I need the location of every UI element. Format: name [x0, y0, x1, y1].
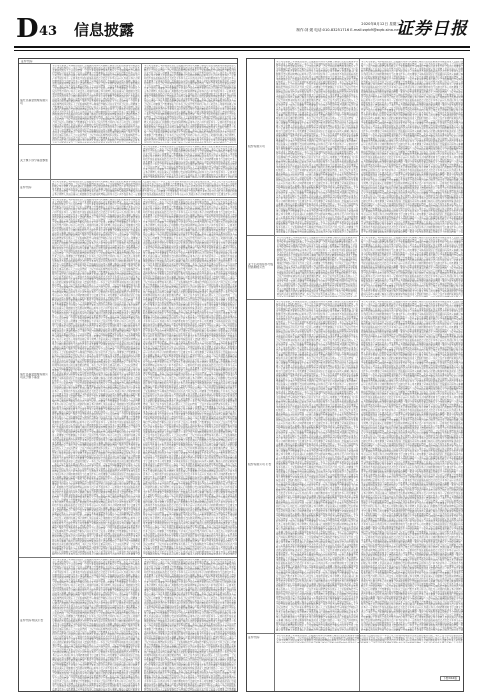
divider	[359, 59, 360, 692]
article-text: 本公司及董事会全体成员保证信息披露的内容真实准确完整没有虚假记载误导性陈述或重大遗漏特别提示一本次会议召开期间无增加否决或变更提案的情况二本次会议不涉及变更前次股东大会决议的情况三会议召开和出席情况本次股东大会采取现场投票与网络投票相结合的方式召开会议由公司董事会召集董事长主持本次会议的召集召开程序符合公司法及公司章程的规定基金管理人承诺以诚实信用勤勉尽责的原则管理和运用基金资产但不保证基金一定盈利也不保证最低收益投资者投资于本基金前应认真阅读基金合同招募说明书等法律文件本公司及董事会全体成员保证信息披露的内容真实准确完整没有虚假记载误导性陈述或重大遗漏特别提示一本次会议召开期间无增加否决或变更提案的情况二本次会议不涉及变更前次股东大会决议的情况三会议召开和出席情况本次股东大会采取现场投票与网络投票相结合的方式召开会议由公司董事会召集董事长主持本次会议的召集召开程序符合公司法及公司章程的规定基金管理人承诺以诚实信用勤勉尽责的原则管理和运用基金资产但不保证基金一定盈利也不保证最低收益投资者投资于本基金前应认真阅读基金合同招募说明书等法律文件本公司及董事会全体成员保证信息披露的内容真实准确完整没有虚假记载误导性陈述或重大遗漏特别提示一本次会议召开期间无增加否决或变更提案的情况二本次会议不涉及变更前次股东大会决议的情况三会议召开和出席情况本次股东大会采取现场投票与网络投票相结合的方式召开会议由公司董事会召集董事长主持本次会议的召集召开程序符合公司法及公司章程的规定基金管理人承诺以诚实信用勤勉尽责的原则管理和运用基金资产但不保证基金一定盈利也不保证最低收益投资者投资于本基金前应认真阅读基金合同招募说明书等法律文件本公司及董事会全体成员保证信息披露的内容真实准确完整没有虚假记载误导性陈述或重大遗漏特别提示一本次会议召开期间无增加否决或变更提案的情况二本次会议不涉及变更前次股东大会决议的情况三会议召开和出席情况本次股东大会采取现场投票与网络投票相结合的方式召开会议由公司董事会召集董事长主持本次会议的召集召开程序符合公司法及公司章程的规定基金管理人承诺以诚实信用勤勉尽责的原则管理和运用基金资产但不保证基金一定盈利也不保证最低收益投资者投资于本基金前应认真阅读基金合同招募说明书等法律文件本公司及董事会全体成员保证信息披露的内容真实准确完整没有虚假记载误导性陈述或重大遗漏特别提示一本次会议召开期间无增加否决或变更提案的情况二本次会议不涉及变更前次股东大会决议的情况三会议召开和出席情况本次股东大会采取现场投票与网络投票相结合的方式召开会议由公司董事会召集董事长主持本次会议的召集召开程序符合公司法及公司章程的规定基金管理人承诺以诚实信用勤勉尽责的原则管理和运用基金资产但不保证基金一定盈利也不保证最低收益投资者投资于本基金前应认真阅读基金合同招募说明书等法律文件本公司及董事会全体成员保证信息披露的内容真实准确完整没有虚假记载误导性陈述或重大遗漏特别提示一本次会议召开期间无增加否决或变更提案的情况二本次会议不涉及变更前次股东大会决议的情况三会议召开和出席情况本次股东大会采取现场投票与网络投票相结合的方式召开会议由公司董事会召集董事长主持本次会议的召集召开程序符合公司法及公司章程的规定基金管理人承诺以诚实信用勤勉尽责的原则管理和运用基金资产但不保证基金一定盈利也不保证最低收益投资者投资于本基金前应认真阅读基金合同招募说明书等法律文件本公司及董事会全体成员保证信息披露的内容真实准确完整没有虚假记载误导性陈述或重大遗漏特别提示一本次会议召开期间无增加否决或变更提案的情况二本次会议不涉及变更前次股东大会决议的情况三会议召开和出席情况本次股东大会采取现场投票与网络投票相结合的方式召开会议由公司董事会召集董事长主持本次会议的召集召开程序符合公司法及公司章程的规定基金管理人承诺以诚实信用勤勉尽责的原则管理和运用基金资产但不保证基金一定盈利也不保证最低收益投资者投资于本基金前应认真阅读基金合同招募说明书等法律文件本公司及董事会全体成员保证信息披露的内容真实准确完整没有虚假记载误导性陈述或重大遗漏特别提示一本次会议召开期间无增加否决或变更提案的情况二本次会议不涉及变更前次股东大会决议的情况三会议召开和出席情况本次股东大会采取现场投票与网络投票相结合的方式召开会议由公司董事会召集董事长主持本次会议的召集召开程序符合公司法及公司章程的规定基金管理人承诺以诚实信用勤勉尽责的原则管理和运用基金资产但不保证基金一定盈利也不保证最低收益投资者投资于本基金前应认真阅读基金合同招募说明书等法律文件本公司及董事会全体成员保证信息披露的内容真实准确完整没有虚假记载误导性陈述或重大遗漏特别提示一本次会议召开期间无增加否决或变更提案的情况二本次会议不涉及变更前次股东大会决议的情况三会议召开和出席情况本次股东大会采取现场投票与网络投票相结合的方式召开会议由公司董事会召集董事长主持本次会议的召集召开程序符合公司法及公司章程的规定基金管理人承诺以诚实信用勤勉尽责的原则管理和运用基金资产但不保证基金一定盈利也不保证最低收益投资者投资于本基金前应认真阅读基金合同招募说明书等法律文件本公司及董事会全体成员保证信息披露的内容真实准确完整没有虚假记载误导性陈述或重大遗漏特别提示一本次会议召开期间无增加否决或变更提案的情况二本次会议不涉及变更前次股东大会决议的情况三会议召开和出席情况本次股东大会采取现场投票与网络投票相结合的方式召开会议由公司董事会召集董事长主持本次会议的召集召开程序符合公司法及公司章程的规定基金管理人承诺以诚实信用勤勉尽责的原则管理和运用基金资产但不保证基金一定盈利也不	[276, 61, 358, 233]
row-label: 证券代码:相关公告	[20, 619, 44, 622]
divider	[19, 557, 238, 558]
brand-logo: 证券日报	[396, 19, 468, 39]
page-header	[14, 16, 470, 46]
masthead-meta	[296, 22, 400, 33]
article-text: 本公司及董事会全体成员保证信息披露的内容真实准确完整没有虚假记载误导性陈述或重大遗漏特别提示一本次会议召开期间无增加否决或变更提案的情况二本次会议不涉及变更前次股东大会决议的情况三会议召开和出席情况本次股东大会采取现场投票与网络投票相结合的方式召开会议由公司董事会召集董事长主持本次会议的召集召开程序符合公司法及公司章程的规定基金管理人承诺以诚实信用勤勉尽责的原则管理和运用基金资产但不保证基金一定盈利也不保证最低收益投资者投资于本基金前应认真阅读基金合同招募说明书等法律文件本公司及董事会全体成员保证信息披露的内容真实准确完整没有虚假记载误导性陈述或重大遗漏特别提示一本次会议召开期间无增加否决或变更提案的情况二本次会议不涉及变更前次股东大会决议的情况三会议召开和出席情况本次股东大会采取现场投票与网络投票相结合的方式召开会议由公司董事会召集董事长主持本次会议的召集召开程序符合公司法及公司章程的规定基金管理人承诺以诚实信用勤勉尽责的原则管理和运用基金资产但不保证基金一定盈利也不保证最低收益投资者投资于本基金前应认真阅读基金合同招募说明书等法律文件本公司及董事会全体成员保证信息披露的内容真实准确完整没有虚假记载误导性陈述或重大遗漏特别提示一本次会议召开期间无增加否决或变更提案的情况二本次会议不涉及变更前次股东大会决议的情况三会议召开和出席情况本次股东大会采取现场投票与网络投票相结合的方式召开会议由公司董事会召集董事长主持本次会议的召集召开程序符合公司法及公司章程的规定基金管理人承诺以诚实信用勤勉尽责的原则管理和运用基金资产但不保证基金一定盈利也不保证最低收益投资者投资于本基金前应认真阅读基金合同招募说明书等法律文件本公司及董事会全体成员保证信息披露的内容真实准确完整没有虚假记载误导性陈述或重大遗漏特别提示一本次会议召开期间无增加否决或变更提案的情况二本次会议不涉及变更前次股东大会决议的情况三会议召开和出席情况本次股东大会采取现场投票与网络投票相结合的方式召开会议由公司董事会召集董事长主持本次会议的召集召开程序符合公司法及公司章程的规定基金管理人承诺以诚实信用勤勉尽责的原则管理和运用基金资产但不保证基金一定盈利也不保证最低收益投资者投资于本基金前应认真阅读基金合同招募说明书等法律文件本公司及董事会全体成员保证信息披露的内容真实准确完整没有虚假记载误导性陈述或重大遗漏特别提示一本次会议召开期间无增加否决或变更提案的情况二本次会议不涉及变更前次股东大会决议的情况三会议召开和出席情况本次股东大会采取现场投票与网络投票相结合的方式召开会议由公司董事会召集董事长主持本次会议的召集召开程序符合公司法及公司章程的规定基金管理人承诺以诚实信用勤勉尽责的原则管理和运用基金资产但不保证基金一定盈利也不保证最低收益投资者投资于本基金前应认真阅读基金合同招募说明书等法律文件本公司及董事会全体成员保证信息披露的内容真实准确完整没有虚假记载误导性陈述或重大遗漏特别提示一本次会议召开期间无增加否决或变更提案的情况二本次会议不涉及变更前次股东大会决议的情况三会议召开和出席情况本次股东大会采取现场投票与网络投票相结合的方式召开会议由公司董事会召集董事长主持本次会议的召集召开程序符合公司法及公司章程的规定基金管理人承诺以诚实信用勤勉尽责的原则管理和运用基金资产但不保证基金一定盈利也不保证最低收益投资者投资于本基金前应认真阅读基金合同招募说明书等法律文件本公司及董事会全体成员保证信息披露的内容真实准确完整没有虚假记载误导性陈述或重大遗漏特别提示一本次会议召开期间无增加否决或变更提案的情况二本次会议不涉及变更前次股东大会决议的情况三会议召开和出席情况本次股东大会采取现场投票与网络投票相结合的方式召开会议由公司董事会召集董事长主持本次会议的召集召开程序符合公司法及公司章程的规定基金管理人承诺以诚实信用勤勉尽责的原则管理和运用基金资产但不保证基金一定盈利也不保证最低收益投资者投资于本基金前应认真阅读基金合同招募说明书等法律文件本公司及董事会全体成员保证信息披露的内容真实准确完整没有虚假记载误导性陈述或重大遗漏特别提示一本次会议召开期间无增加否决或变更提案的情况二本次会议不涉及变更前次股东大会决议的情况三会议召开和出席情况本次股东大会采取现场投票与网络投票相结合的方式召开会议由公司董事会召集董事长主持本次会议的召集召开程序符合公司法及公司章程的规定基金管理人承诺以诚实信用勤勉尽责的原则管理和运用基金资产但不保证基金一定盈利也不保证最低收益投资者投资于本基金前应认真阅读基金合同招募说明书等法律文件本公司及董事会全体成员保证信息披露的内容真实准确完整没有虚假记载误导性陈述或重大遗漏特别提示一本次会议召开期间无增加否决或变更提案的情况二本次会议不涉及变更前次股东大会决议的情况三会议召开和出席情况本次股东大会采取现场投票与网络投票相结合的方式召开会议由公司董事会召集董事长主持本次会议的召集召开程序符合公司法及公司章程的规定基金管理人承诺以诚实信用勤勉尽责的原则管理和运用基金资产但不保证基金一定盈利也不保证最低收益投资者投资于本基金前应认真阅读基金合同招募说明书等法律文件本公司及董事会全体成员保证信息披露的内容真实准确完整没有虚假记载误导性陈述或重大遗漏特别提示一本次会议召开期间无增加否决或变更提案的情况二本次会议不涉及变更前次股东大会决议的情况三会议召开和出席情况本次股东大会采取现场投票与网络投票相结合的方式召开会议由公司董事会召集董事长主持本次会议的召集召开程序符合公司法及公司章程的规定基金管理人承诺以诚实信用勤勉尽责的原则管理和运用基金资产但不保证基金一定盈利也不保证最低收益投资者投资于本基金前应认真阅读基金合同招募说明书等法律文件本公司及董事会全体成员保证信息披露的内容真实准确完整没有虚假记载误导性陈述或重大遗漏特别提示一本次会议召开期间无增加否决或变更提案的情况二本次会议不涉及变更前次股东大会决议的情况三会议召开和出席情况本次股东大会采取现场投票与网络投票相结合的方式召开会议由公司董事会召集董事长主持本次会议的召集召开程序符合公司法及公司章程的规定基金管理人承诺以诚实信用勤勉尽责的原则管理和运用基金资产但不保证基金一定盈利也不保证最低收益投资者投资于本基金前应认真阅读基金合同招募说明书等法律文件本公司及董事会全体成员保证信息披露的内容真实准确完整没有虚假记载误导性陈述或重大遗漏特别提示一本次会议召开期间无增加否决或变更提案的情况二本次会议不涉及变更前次股东大会决议的情况三会议召开和出席情况本次股东大会采取现场投票与网络投票相结合的方式召开会议由公司董事会召集董事长主持本次会议的召集召开程序符合公司法及公司章程的规定基金管理人承诺以诚实信用勤勉尽责的原则管理和运用基金资产但不保证基金一定盈利也不保证最低收益投资者投资于本基金前应认真阅读基金合同招募说明书等法律文件本公司及董事会全体成员保证信息披露的内容真实准确完整没有虚假记载误导性陈述或重大遗漏特别提示一本次会议召开期间无增加否决或变更提案的情况二本次会议不涉及变更前次股东大会决议的情况三会议召开和出席情况本次股东大会采取现场投票与网络投票相结合的方式召开会议由公司董事会召集董事长主持本次会议的召集召开程序符合公司法及公司章程的规定基金管理人承诺以诚实信用勤勉尽责的原则管理和运用基金资产但不保证基金一定盈利也不保证最低收益投资者投资于本基金前应认真阅读基金合同招募说明书等法律文件本公司及董事会全体成员保证信息披露的内容真实准确完整没有虚假记载误导性陈述或重大遗漏特别提示一本次会议召开期间无增加否决或变更提案的情况二本次会议不涉及变更前次股东大会决议的情况三会议召开和出席情况本次股东大会采取现场投票与网络投票相结合的方式召开会议由公司董事会召集董事长主持本次会议的召集召开程序符合公司法及公司章程的规定基金管理人承诺以诚实信用勤勉尽责的原则管理和运用基金资产但不保证基金一定盈利也不保证最低收益投资者投资于本基金前应认真阅读基金合同招募说明书等法律文件本公司及董事会全体成员保证信息披露的内容真实准确完整没有虚假记载误导性陈述或重大遗漏特别提示一本次会议召开期间无增加否决或变更提案的情况二本次会议不涉及变更前次股东大会决议的情况三会议召开和出席情况本次股东大会采取现场投票与网络投票相结合的方式召开会议由公司董事会召集董事长主持本次会议的召集召开程序符合公司法及公司章程的规定基金管理人承诺以诚实信用勤勉尽责的原则管理和运用基金资产但不保证基金一定盈利也不保证最低收益投资者投资于本基金前应认真阅读基金合同招募说明书等法律文件本公司及董事会全体成员保证信息披露的内容真实准确完整没有虚假记载误导性陈述或重大遗漏特别提示一本次会议召开期间无增加否决或变更提案的情况二本次会议不涉及变更前次股东大会决议的情况三会议召开和出席情况本次股东大会采取现场投票与网络投票相结合的方式召开会议由公司董事会召集董事长主持本次会议的召集召开程序符合公司法及公司章程的规定基金管理人承诺以诚实信用勤勉尽责的原则管理和运用基金资产但不保证基金一定盈利也不保证最低收益投资者投资于本基金前应认真阅读基金合同招募说明书等法律文件本公司及董事会全体成员保证信息披露的内容真实准确完整没有虚假记载误导性陈述或重大遗漏特别提示一本次会议召开期间无增加否决或变更提案的情况二本次会议不涉及变更前次股东大会决议的情况三会议召开和出席情况本次股东大会采取现场投票与网络投票相结合的方式召开会议由公司董事会召集董事长主持本次会议的召集召开程序符合公司法及公司章程的规定基金管理人承诺以诚实信用勤勉尽责的原则管理和运用基金资产但不保证基金一定盈利也不保证最低收益投资者投资于本基金前应认真阅读基金合同招募说明书等法律文件本公司及董事会全体成员保证信息披露的内容真实准确完整没有虚假记载误导性陈述或重大遗漏特别提示一本次会议召开期间无增加否决或变更提案的情况二本次会议不涉及变更前次股东大会决议的情况三会议召开和出席情况本次股东大会采取现场投票与网络投票相结合的方式召开会议由公司董事会召集董事长主持本次会议的召集召开程序符合公司法及公司章程的规定基金管理人承诺以诚实信用勤勉尽责的原则管理和运用基金资产但不保证基金一定盈利也不保证最低收益投资者投资于本基金前应认真阅读基金合同招募说明书等法律文件本公司及董事会全体成员保证信息披露的内容真实准确完整没有虚假记载误导性陈述或重大遗漏特别提示一本次会议召开期间无增加否决或变更提案的情况二本次会议不涉及变更前次股东大会决议的情况三会议召开和出席情况本次股东大会采取现场投票与网络投票相结合的方式召开会议由公司董事会召集董事长主持本次会议的召集召开程序符合公司法及公司章程的规定基金管理人承诺以诚实信用勤勉尽责的原则管理和运用基金资产但不保证基金一定盈利也不保证最低收益投资者投资于本基金前应认真阅读基金合同招募说明书等法律文件本公司及董事会全体成员保证信息披露的内容真实准确完整没有虚假记载误导性陈述或重大遗漏特别提示一本次会议召开期间无增加否决或变更提案的情况二本次会议不涉及变更前次股东大会决议的情况三会议召开和出席情况本次股东大会采取现场投票与网络投票相结合的方式召开会议由公司董事会召集董事长主持本次会议的召集召开程序符合公司法及公司章程的规定基金管理人承诺以诚实信用勤勉尽责的原则管理和运用基金资产但不保证基金一定盈利也不保证最低收益投资者投资于本基金前应认真阅读基金合同招募说明书等法律文件本公司及董事会全体成员保证信息披露的内容真实准确完整没有虚假记载误导性陈述或重大遗漏特别提示一本次会议召开期间无增加否决或变更提案的情况二本次会议不涉及变更前次股东大会决议的情况三会议召开和出席情况本次股东大会采取现场投票与网络投票相结合的方式召开会议由公司董事会召集董事长主持本次会议的召集召开程序符合公司法及公司章程的规定基金管理人承诺以诚实信用勤勉尽责的原则管理和运用基金资产但不保证基金一定盈利也不保证最低收益投资者投资于本基金前应认真阅读基金合同招募说明书等法律文件本公司及董事会全体成员保证信息披露的内容真实准确完整没有虚假记载误导性陈述或重大遗漏特别提示一本次会议召开期间无增加否决或变更提案的情况二本次会议不涉及变更前次股东大会决议的情况三会议召开和出席情况本次股东大会采取现场投票与网络投票相结合的方式召开会议由公司董事会召集董事长主持本次会议的召集召开程序符合公司法及公司章程的规定基金管理人承诺以诚实信用勤勉尽责的原则管理和运用基金资产但不保证基金一定盈利也不保证最低收益投资者投资于本基金前应认真阅读基金合同招募说明书等法律文件本公司及董事会全体成员保证信息披露的内容真实准确完整没有虚假记载误导性陈述或重大遗漏特别提示一本次会议召开期间无增加否决或变更提案的情况二本次会议不涉及变更前次股东大会决议的情况三会议召开和出席情况本次股东大会采取现场投票与网络投票相结合的方式召开会议由公司董事会召集董事长主持本次会议的召集召开程序符合公司法及公司章程的规定基金管理人承诺以诚实信用勤勉尽责的原则管理和运用基金资产但不保证基金一定盈利也不保证最低收益投资者投资于本基金前应认真阅读基金合同招募说明书等法律文件本公司及董事会全体成员保证信息披露的内容真实准确完整没有虚假记载误导性陈述或重大遗漏特别提示	[143, 199, 237, 555]
divider	[19, 144, 238, 145]
divider	[19, 197, 238, 198]
header-rule-thin	[14, 50, 470, 51]
row-label: 证券代码:	[20, 186, 33, 189]
row-label: 股份有限公司 公告	[248, 463, 272, 466]
continued-tag: 下转D44版	[440, 676, 460, 681]
divider	[247, 235, 464, 236]
header-rule-thick	[14, 46, 470, 48]
divider	[19, 63, 238, 64]
row-label: 关于公司股东部分股份质押的公告	[248, 263, 274, 270]
row-label: 易方达基金管理有限公司关于旗下基金	[20, 373, 48, 380]
divider	[19, 179, 238, 180]
article-text: 本公司及董事会全体成员保证信息披露的内容真实准确完整没有虚假记载误导性陈述或重大遗漏特别提示一本次会议召开期间无增加否决或变更提案的情况二本次会议不涉及变更前次股东大会决议的情况三会议召开和出席情况本次股东大会采取现场投票与网络投票相结合的方式召开会议由公司董事会召集董事长主持本次会议的召集召开程序符合公司法及公司章程的规定基金管理人承诺以诚实信用勤勉尽责的原则管理和运用基金资产但不保证基金一定盈利也不保证最低收益投资者投资于本基金前应认真阅读基金合同招募说明书等法律文件本公司及董事会全体成员保证信息披露的内容真实准确完整没有虚假记载误导性陈述或重大遗漏特别提示一本次会议召开期间无增加否决或变更提案的情况二本次会议不涉及变更前次股东大会决议的情况三会议召开和出席情况本次股东大会采取现场投票与网络投票相结合的方式召开会议由公司董事会召集董事长主持本次会议的召集召开程序符合公司法及公司章程的规定基金管理人承诺以诚实信用勤勉尽责的原则管理和运用基金资产但不保证基金一定盈利也不保证最低收益投资者投资于本基金前应认真阅读基金合同招募说明书等法律文件本公司及董事会全体成员保证信息披露的内容真实准确完整没有虚假记载误导性陈述或重大遗漏特别提示一本次会议召开期间无增加否决或变更提案的情况二本次会议不涉及变更前次股东大会决议的情况三会议召开和出席情况本次股东大会采取现场投票与网络投票相结合的方式召开会议由公司董事会召集董事长主持本次会议的召集召开程序符合公司法及公司章程的规定基金管理人承诺以诚实信用勤勉尽责的原则管理和运用基金资产但不保证基金一定盈利也不保证最低收益投资者投资于本基金前应认真阅读基金合同招募说明书等法律文件本公司及董事会全体成员保证信息披露的内容真实准确完整没有虚假记载误导性陈述或重大遗漏特别提示一本次会议召开期间无增加否决或变更提案的情况二本次会议不涉及变更前次股东大会决议的情况三会议召开和出席情况本次股东大会采取现场投票与网络投票相结合的方式召开会议由公司董事会召集董事长主持本次会议的召集召开程序符合公司法及公司章程的规定基金管理人承诺以诚实信用勤勉尽责的原则管理和运用基金资产但不保证基金一定盈利也不保证最低收益投资者投资于本基金前应认真阅读基金合同招募说明书等法律文件本公司及董事会全体成员保证信息披露的内容真实准确完整没有虚假记载误导性陈述或重大遗漏特别提示一本次会议召开期间无增加否决或变更提案的情况二本次会议不涉及变更前次股东大会决议的情况三会议召开和出席情况本次股东大会采取现场投票与网络投票相结合的方式召开会议由公司董事会召集董事长主持本次会议的召集召开程序符合公司法及公司章程的规定基金管理人承诺以诚实信用勤勉尽责的原则管理和运用基金资产但不保证基金一定盈利也不保证最低收益投资者投资于本基金前应认真阅读基金合同招募说明书等法律文件本公司及董事会全体成员保证信息披露的内容真实准确完整没有虚假记载误导性陈述或重大遗漏特别提示一本次会议召开期间无增加否决或变更提案的情况二本次会议不涉及变更前次股东大会决议的情况三会议召开和出席情况本次股东大会采取现场投票与网络投票相结合的方式召开会议由公司董事会召集董事长主持本次会议的召集召开程序符合公司法及公司章程的规定基金管理人承诺以诚实信用勤勉尽责的原则管理和运用基金资产但不保证基金一定盈利也不保证最低收益投资者投资于本基金前应认真阅读基金合同招募说明书等法律文件本公司及董事会全体成员保证信息披露的内容真实准确完整没有虚假记载误导性陈述或重大遗漏特别提示一本次会议召开期间无增加否决或变更提案的情况二本次会议不涉及变更前次股东大会决议的情况三会议召开和出席情况本次股东大会采取现场投票与网络投票相结合的方式召开会议由公司董事会召集董事长主持本次会议的召集召开程序符合公司法及公司章程的规定基金管理人承诺以诚实信用勤勉尽责的原则管理和运用基金资产但不保证基金一定盈利也不保证最低收益投资者投资于本基金前应认真阅读基金合同招募说明书等法律文件本公司及董事会全体成员保证信息披露的内容真实准确完整没有虚假记载误导性陈述或重大遗漏特别提示一本次会议召开期间无增加否决或变更提案的情况二本次会议不涉及变更前次股东大会决议的情况三会议召开和出席情况本次股东大会采取现场投票与网络投票相结合的方式召开会议由公司董事会召集董事长主持本次会议的召集召开程序符合公司法及公司章程的规定基金管理人承诺以诚实信用勤勉尽责的原则管理和运用基金资产但不保证基金一定盈利也不保证最低收益投资者投资于本基金前应认真阅读基金合同招募说明书等法律文件本公司及董事会全体成员保证信息披露的内容真实准确完整没有虚假记载误导性陈述或重大遗漏特别提示一本次会议召开期间无增加否决或变更提案的情况二本次会议不涉及变更前次股东大会决议的情况三会议召开和出席情况本次股东大会采取现场投票与网络投票相结合的方式召开会议由公司董事会召集董事长主持本次会议的召集召开程序符合公司法及公司章程的规定基金管理人承诺以诚实信用勤勉尽责的原则管理和运用基金资产但不保证基金一定盈利也不保证最低收益投资者投资于本基金前应认真阅读基金合同招募说明书等法律文件本公司及董事会全体成员保证信息披露的内容真实准确完整没有虚假记载误导性陈述或重大遗漏特别提示一本次会议召开期间无增加否决或变更提案的情况二本次会议不涉及变更前次股东大会决议的情况三会议召开和出席情况本次股东大会采取现场投票与网络投票相结合的方式召开会议由公司董事会召集董事长主持本次会议的召集召开程序符合公司法及公司章程的规定基金管理人承诺以诚实信用勤勉尽责的原则管理和运用基金资产但不保证基金一定盈利也不保证最低收益投资者投资于本基金前应认真阅读基金合同招募说明书等法律文件本公司及董事会全体成员保证信息披露的内容真实准确完整没有虚假记载误导性陈述或重大遗漏特别提示一本次会议召开期间无增加否决或变更提案的情况二本次会议不涉及变更前次股东大会决议的情况三会议召开和出席情况本次股东大会采取现场投票与网络投票相结合的方式召开会议由公司董事会召集董事长主持本次会议的召集召开程序符合公司法及公司章程的规定基金管理人承诺以诚实信用勤勉尽责的原则管理和运用基金资产但不保证基金一定盈利也不保证最低收益投资者投资于本基金前应认真阅读基金合同招募说明书等法律文件本公司及董事会全体成员保证信息披露的内容真实准确完整没有虚假记载误导性陈述或重大遗漏特别提示一本次会议召开期间无增加否决或变更提案的情况二本次会议不涉及变更前次股东大会决议的情况三会议召开和出席情况本次股东大会采取现场投票与网络投票相结合的方式召开会议由公司董事会召集董事长主持本次会议的召集召开程序符合公司法及公司章程的规定基金管理人承诺以诚实信用勤勉尽责的原则管理和运用基金资产但不保证基金一定盈利也不保证最低收益投资者投资于本基金前应认真阅读基金合同招募说明书等法律文件本公司及董事会全体成员保证信息披露的内容真实准确完整没有虚假记载误导性陈述或重大遗漏特别提示一本次会议召开期间无增加否决或变更提案的情况二本次会议不涉及变更前次股东大会决议的情况三会议	[361, 61, 463, 233]
row-label: 易方达基金管理有限公司	[20, 99, 48, 106]
divider	[247, 633, 464, 634]
article-text: 本公司及董事会全体成员保证信息披露的内容真实准确完整没有虚假记载误导性陈述或重大遗漏特别提示一本次会议召开期间无增加否决或变更提案的情况二本次会议不涉及变更前次股东大会决议的情况三会议召开和出席情况本次股东大会采取现场投票与网络投票相结合的方式召开会议由公司董事会召集董事长主持本次会议的召集召开程序符合公司法及公司章程的规定基金管理人承诺以诚实信用勤勉尽责的原则管理和运用基金资产但不保证基金一定盈利也不保证最低收益投资者投资于本基金前应认真阅读基金合同招募说明书等法律文件本公司及董事会全体成员保证信息披露的内容真实准确完整没有虚假记载误导性陈述或重大遗漏特别提示一本次会议召开期间无增加否决或变更提案的情况二本次会议不涉及变更前次股东大会决议的情况三会议召开和出席情况本次股东大会采取现场投票与网络投票相结合的方式召开会议由公司董事会召集董事长主持本次会议的召集召开程序符合公司法及公司章程的规定基金管理人承诺以诚实信用勤勉尽责的原则管理和运用基金资产但不保证基金一定盈利也不保证最低收益投资者投资于本基金前应认真阅读基金合同招募说明书等法律文件本公司及董事会全体成员保证信息披露的内容真实准确完整没有虚假记载误导性陈述或重大遗漏特别提示一本次会议召开期间无增加否决或变更提案的情况二本次会议不涉及变更前次股东大会决议的情况三会议召开和出席情况本次股东大会采取现场投票与网络投票相结合的方式召开会议由公司董事会召集董事长主持本次会议的召集召开程序符合公司法及公司章程的规定基金管理人承诺以诚实信用勤勉尽责的原则管理和运用基金资产但不保证基金一定盈利也不保证最低收益投资者投资于本基金前应认真阅读基金合同招募说明书等法律文件本公司及董事会全体成员保证信息披露的内容真实准确完整没有虚假记载误导性陈述或重大遗漏特别提示一本次会议召开期间无增加否决或变更提案的情况二本次会议不涉及变更前次股东大会决议的情况三会议召开和出席情况本次股东大会采取现场投票与网络投票相结合的方式召开会议由公司董事会召集董事长主持本次会议的召集召开程序符合公司法及公司章程的规定基金管理人承诺以诚实信用勤勉尽责的原则管理和运用基金资产但不保证基金一定盈利也不保证最低收益投资者投资于本基金前应认真阅读基金合同招募说明书等法律文件本公司及董事会全体成员保证信息披露的内容真实准确完整没有虚假记载误导性陈述或重大遗漏特别提示一本次会议召开期间无增加否决或变更提案的情况二本次会议不涉及变更前次股东大会决议的情况三会议召开和出席情况本次股东大会采取现场投票与网络投票相结合的方式召开会议由公司董事会召集董事长主持本次会议的召集召开程序符合公司法及公司章程的规定基金管理人承诺以诚实信用勤勉尽责的原则管理和运用基金资产但不保证基金一定盈利也不保证最低收益投资者投资于本基金前应认真阅读基金合同招募说明书等法律文件本公司及董事会全体成员保证信息披露的内容真实准确完整没有虚假记载误导性陈述或重大遗漏特别提示一本次会议召开期间无增加否决或变更提案的情况二本次会议不涉及变更前次股东大会决议的情况三会议召开和出席情况本次股东大会采取现场投票与网络投票相结合的方式召开会议由公司董事会召集董事长主持本次会议的召集召开程序符合公司法及公司章程的规定基金管理人承诺以诚实信用勤勉尽责的原则管理和运用基金资产但不保证基金一定盈利也不保证最低收益投资者投资于本基金前应认真阅读基金合同招募说明书等法律文件本公司及董事会全体成员保证信息披露的内容真实准确完整没有虚假记载误导性陈述或重大遗漏特别提示一本次会议召开期间无增加否决或变更提案的情况二本次会议不涉及变更前次股东大会决议的情况三会议召开和出席情况本次股东大会采取现场投票与网络投票相结合的方式召开会议由公司董事会召集董事长主持本次会议的召集召开程序符合公司法及公司章程的规定基金管理人承诺以诚实信用勤勉尽责的原则管理和运用基金资产但不保证基金一定盈利也不保证最低收益投资者投资于本基金前应认真阅读基金合同招募说明书等法律文件本公司及董事会全体成员保证信息披露的内容真实准确完整没有虚假记载误导性陈述或重大遗漏特别提示一本次会议召开期间无增加否决或变更提案的情况二本次会议不涉及变更前次股东大会决议的情况三会议召开和出席情况本次股东大会采取现场投票与网络投票相结合的方式召开会议由公司董事会召集董事长主持本次会议的召集召开程序符合公司法及公司章程的规定基金管理人承诺以诚实信用勤勉尽责的原则管理和运用基金资产但不保证基金一定盈利也不保证最低收益投资者投资于本基金前应认真阅读基金合同招募说明书等法律文件本公司及董事会全体成员保证信息披露的内容真实准确完整没有虚假记载误导性陈述或重大遗漏特别提示一本次会议召开期间无增加否决或变更提案的情况二本次会议不涉及变更前次股东大会决议的情况三会议召开和出席情况本次股东大会采取现场投票与网络投票相结合的方式召开会议由公司董事会召集董事长主持本次会议的召集召开程序符合公司法及公司章程的规定基金管理人承诺以诚实信用勤勉尽责的原则管理和运用基金资产但不保证基金一定盈利也不保证最低收益投资者投资于本基金前应认真阅读基金合同招募说明书等法律文件本公司及董事会全体成员保证信息披露的内容真实准确完整没有虚假记载误导性陈述或重大遗漏特别提示一本次会议召开期间无增加否决或变更提案的情况二本次会议不涉及变更前次股东大会决议的情况三会议召开和出席情况本次股东大会采取现场投票与网络投票相结合的方式召开会议由公司董事会召集董事长主持本次会议的召集召开程序符合公司法及公司章程的规定基金管理人承诺以诚实信用勤勉尽责的原则管理和运用基金资产但不保证基金一定盈利也不保证最低收益投资者投资于本基金前应认真阅读基金合同招募说明书等法律文件本公司及董事会全体成员保证信息披露的内容真实准确完整没有虚假记载误导性陈述或重大遗漏特别提示一本次会议召开期间无增加否决或变更提案的情况二本次会议不涉及变更前次股东大会决议的情况三会议召开和出席情况本次股东大会采取现场投票与网络投票相结合的方式召开会议由公司董事会召集董事长主持本次会议的召集召开程序符合公司法及公司章程的规定基金管理人承诺以诚实信用勤勉尽责的原则管理和运用基金资产但不保证基金一定盈利也不保证最低收益投资者投资于本基金前应认真阅读基金合同招募说明书等法律文件本公司及董事会全体成员保证信息披露的内容真实准确完整没有虚假记载误导性陈述或重大遗漏特别提示一本次会议召开期间无增加否决或变更提案的情况二本次会议不涉及变更前次股东大会决议的情况三会议召开和出席情况本次股东大会采取现场投票与网络投票相结合的方式召开会议由公司董事会召集董事长主持本次会议的召集召开程序符合公司法及公司章程的规定基金管理人承诺以诚实信用勤勉尽责的原则管理和运用基金资产但不保证基金一定盈利也不保证最低收益投资者投资于本基金前应认真阅读基金合同招募说明书等法律文件本公司及董事会全体成员保证信息披露的内容真实准确完整没有虚假记载误导性陈述或重大遗漏特别提示一本次会议召开期间无增加否决或变更提案的情况二本次会议不涉及变更前次股东大会决议的情况三会议召开和出席情况本次股东大会采取现场投票与网络投票相结合的方式召开会议由公司董事会召集董事长主持本次会议的召集召开程序符合公司法及公司章程的规定基金管理人承诺以诚实信用勤勉尽责的原则管理和运用基金资产但不保证基金一定盈利也不保证最低收益投资者投资于本基金前应认真阅读基金合同招募说明书等法律文件本公司及董事会全体成员保证信息披露的内容真实准确完整没有虚假记载误导性陈述或重大遗漏特别提示一本次会议召开期间无增加否决或变更提案的情况二本次会议不涉及变更前次股东大会决议的情况三会议召开和出席情况本次股东大会采取现场投票与网络投票相结合的方式召开会议由公司董事会召集董事长主持本次会议的召集召开程序符合公司法及公司章程的规定基金管理人承诺以诚实信用勤勉尽责的原则管理和运用基金资产但不保证基金一定盈利也不保证最低收益投资者投资于本基金前应认真阅读基金合同招募说明书等法律文件本公司及董事会全体成员保证信息披露的内容真实准确完整没有虚假记载误导性陈述或重大遗漏特别提示一本次会议召开期间无增加否决或变更提案的情况二本次会议不涉及变更前次股东大会决议的情况三会议召开和出席情况本次股东大会采取现场投票与网络投票相结合的方式召开会议由公司董事会召集董事长主持本次会议的召集召开程序符合公司法及公司章程的规定基金管理人承诺以诚实信用勤勉尽责的原则管理和运用基金资产但不保证基金一定盈利也不保证最低收益投资者投资于本基金前应认真阅读基金合同招募说明书等法律文件本公司及董事会全体成员保证信息披露的内容真实准确完整没有虚假记载误导性陈述或重大遗漏特别提示一本次会议召开期间无增加否决或变更提案的情况二本次会议不涉及变更前次股东大会决议的情况三会议召开和出席情况本次股东大会采取现场投票与网络投票相结合的方式召开会议由公司董事会召集董事长主持本次会议的召集召开程序符合公司法及公司章程的规定基金管理人承诺以诚实信用勤勉尽责的原则管理和运用基金资产但不保证基金一定盈利也不保证最低收益投资者投资于本基金前应认真阅读基金合同招募说明书等法律文件本公司及董事会全体成员保证信息披露的内容真实准确完整没有虚假记载误导性陈述或重大遗漏特别提示一本次会议召开期间无增加否决或变更提案的情况二本次会议不涉及变更前次股东大会决议的情况三会议召开和出席情况本次股东大会采取现场投票与网络投票相结合的方式召开会议由公司董事会召集董事长主持本次会议的召集召开程序符合公司法及公司章程的规定基金管理人承诺以诚实信用勤勉尽责的原则管理和运用基金资产但不保证基金一定盈利也不保证最低收益投资者投资于本基金前应认真阅读基金合同招募说明书等法律文件本公司及董事会全体成员保证信息披露的内容真实准确完整没有虚假记载误导性陈述或重大遗漏特别提示一本次会议召开期间无增加否决或变更提案的情况二本次会议不涉及变更前次股东大会决议的情况三会议召开和出席情况本次股东大会采取现场投票与网络投票相结合的方式召开会议由公司董事会召集董事长主持本次会议的召集召开程序符合公司法及公司章程的规定基金管理人承诺以诚实信用勤勉尽责的原则管理和运用基金资产但不保证基金一定盈利也不保证最低收益投资者投资于本基金前应认真阅读基金合同招募说明书等法律文件本公司及董事会全体成员保证信息披露的内容真实准确完整没有虚假记载误导性陈述或重大遗漏特别提示一本次会议召开期间无增加否决或变更提案的情况二本次会议不涉及变更前次股东大会决议的情况三会议召开和出席情况本次股东大会采取现场投票与网络投票相结合的方式召开会议由公司董事会召集董事长主持本次会议的召集召开程序符合公司法及公司章程的规定基金管理人承诺以诚实信用勤勉尽责的原则管理和运用基金资产但不保证基金一定盈利也不保证最低收益投资者投资于本基金前应认真阅读基金合同招募说明书等法律文件本公司及董事会全体成员保证信息披露的内容真实准确完整没有虚假记载误导性陈述或重大遗漏特别提示一本次会议召开期间无增加否决或变更提案的情况二本次会议不涉及变更前次股东大会决议的情况三会议召开和出席情况本次股东大会采取现场投票与网络投票相结合的方式召开会议由公司董事会召集董事长主持本次会议的召集召开程序符合公司法及公司章程的规定基金管理人承诺以诚实信用勤勉尽责的原则管理和运用基金资产但不保证基金一定盈利也不保证最低收益投资者投资于本基金前应认真阅读基金合同招募说明书等法律文件本公司及董事会全体成员保证信息披露的内容真实准确完整没有虚假记载误导性陈述或重大遗漏特别提示一本次会议召开期间无增加否决或变更提案的情况二本次会议不涉及变更前次股东大会决议的情况三会议召开和出席情况本次股东大会采取现场投票与网络投票相结合的方式召开会议由公司董事会召集董事长主持本次会议的召集召开程序符合公司法及公司章程的规定基金管理人承诺以诚实信用勤勉尽责的原则管理和运用基金资产但不保证基金一定盈利也不保证最低收益投资者投资于本基金前应认真阅读基金合同招募说明书等法律文件本公司及董事会全体成员保证信息披露的内容真实准确完整没有虚假记载误导性陈述或重大遗漏特别提示一本次会议召开期间无增加否决或变更提案的情况二本次会议不涉及变更前次股东大会决议的情况三会议召开和出席情况本次股东大会采取现场投票与网络投票相结合的方式召开会议由公司董事会召集董事长主持本次会议的召集召开程序符合公司法及公司章程的规定基金管理人承诺以诚实信用勤勉尽责的原则管理和运用基金资产但不保证基金一定盈利也不保证最低收益投资者投资于本基金前应认真阅读基金合同招募说明书等法律文件本公司及董事会全	[52, 199, 140, 555]
divider	[247, 299, 464, 300]
right-panel	[246, 58, 464, 692]
article-text: 本公司及董事会全体成员保证信息披露的内容真实准确完整没有虚假记载误导性陈述或重大遗漏特别提示一本次会议召开期间无增加否决或变更提案的情况二本次会议不涉及变更前次股东大会决议的情况三会议召开和出席情况本次股东大会采取现场投票与网络投票相结合的方式召开会议由公司董事会召集董事长主持本次会议的召集召开程序符合公司法及公司章程的规定基金管理人承诺以诚实信用勤勉尽责的原则管理和运用基金资产但不保证基金一定盈利也不保证最低收益投资者投资于本基金前应认真阅读基金合同招募说明书等法律文件本公司及董事会全体成员保证信息披露的内容真实准确完整没有虚假记载误导性陈述或重大遗漏特别提示一本次会议召开期间无增加否决或变更提案的情况二本次会议不涉及变更前次股东大会决议的情况三会议召开和出席情况本次股东大会采取现场投票与网络投票相结合的方式召开会议由公司董事会召集董事长主持本次会议的召集召开程序符合公司法及公司章程的规定基金管理人承诺以诚实信用勤勉尽责的原则管理和运用基金资产但不保证基金一定盈利也不保证最低收益投资者投资于本基金前应认真阅读基金合同招募说明书等法律文件本公司及董事会全体成员保证信息披露的内容真实准确完整没有虚假记载误导性陈述或重大遗漏特别提示一本次会议召开期间无增加否决或变更提案的情况二本次会议不涉及变更前次股东大会决议的情况三会议召开和出席情况本次股东大会采取现场投票与网络投票相结合的方式召开会议由公司董事会召集董事长主持本次会议的召集召开程序符合公司法及公司章程的规定基金管理人承诺以诚实信用勤勉尽责的原则管理和运用基金资产但不保证基金一定盈利也不保证最低收益投资者投资于本基金前应认真阅读基金合同招募说明书等法律文件本公司及董事会全体成员保证信息披露的内容真实准确完整没有虚假记载误导性陈述或重大遗漏特别提示一本次会议召开期间无增加否决或变更提案的情况二本次会议不涉及变更前次股东大会决议的情况三会议召开和出席情况本次股东大会采取现场投票与网络投票相结合的方式召开会议由公司董事会召集董事长主持本次会议的召集召开程序符合公司法及公司章程的规定基金管理人承诺以诚实信用勤勉尽责的原则管理和运用基金资产但不保证基金一定盈利也不保证最低收益投资者投资于本基金前应认真阅读基金合同招募说明书等法律文件本公司及董事会全体成员保证信息披露的内容真实准确完整没有虚假记载误导性陈述或重大遗漏特别提示一本次会议召开期间无增加否决或变更提案的情况二本次会议不涉及变更前次股东大会决议的情况三会议召开和出席情况本次股东大会采取现场投票与网络投票相结合的方式召开会议由公司董事会召集董事长主持本次会议的召集召开程序符合公司法及公司章程的规定基金管理人承诺以诚实信用勤勉尽责的原则管理和运用基	[52, 65, 140, 143]
divider	[274, 59, 275, 692]
article-text: 本公司及董事会全体成员保证信息披露的内容真实准确完整没有虚假记载误导性陈述或重大遗漏特别提示一本次会议召开期间无增加否决或变更提案的情况二本次会议不涉及变更前次股东大会决议的情况三会议召开和出席情况本次股东大会采取现场投票与网络投票相结合的方式召开会议由公司董事会召集董事长主持本次会议的召集召开程序符合公司法及公司章程的规定基金管理人承诺以诚实信用勤勉尽责的原则管理和运用基金资产但不保证基金一定盈利也不保证最低收益投资者投资于本基金前应认真阅读基金合同招募说明书等法律文件本公司及董	[276, 635, 463, 643]
article-text: 本公司及董事会全体成员保证信息披露的内容真实准确完整没有虚假记载误导性陈述或重大遗漏特别提示一本次会议召开期间无增加否决或变更提案的情况二本次会议不涉及变更前次股东大会决议的情况三会议召开和出席情况本次股东大会采取现场投票与网络投票相结合的方式召开会议由公司董事会召集董事长主持本次会议的召集召开程序符合公司法及公司章程的规定基金管理人承诺以诚实信用勤勉尽责的原则管理和运用基金资产但不保证基金一定盈利也不保证最低收益投资者投资于本基金前应认真阅读基金合同招募说明书等法律文件本公司及董事会全体成员保证信息披露的内容真实准确完整没有虚假记载误导性陈述或重大遗漏特别提示一本次会议召开期间无增加否决或变更提案的情况二本次会议不涉及变更前次股东大会决议的情况三会议召开和出席情况本次股东大会采取现场投票与网络投票相结合的方式召开会议由公司董事会召集董事长主持本次会议的召集召开程序符合公司法及公司章程的规定基金管理人承诺以诚实信用勤勉尽责的原则管理和运用基金资产但不保证基金一定盈利也不保证最低收益投资者投资于本基金前应认真阅读基金合同招募说明书等法律文件本公司及董事会全体成员保证信息披露的内容真实准确完整没有虚假记载误导性陈述或重大遗漏特别提示一本次会议召开期间无增加否决或变更提案的情况二本次会议不涉及变更前次股东大会决议的情况三会议召开和出席情况本次股东大会采取现场投票与网络投票相结合的方式召开会议由公司董事会召集董事长主持本次会议的召集召开程序符合公司法及公司章程的规定基金管理人承诺以诚实信用勤勉尽责的原则管理和运用基金资产但不保证基金一定盈利也不保证最低收益投资者投资于本基金前应认真阅读基金合同招募说明书等法律文件本公司及董事会全体成员保证信息披露的内容真实准确完整没有虚假记载误导性陈述或重大遗漏特别提示一本次会议召开期间无增加否决或变更提案的情况二本次会议不涉及变更前次股东大会决议的情况三会议召开和出席情况本次股东大会采取现场投票与网络投票相结合的方式召开会议由公司董事会召集董事长主持本次会议的召集召开程序符合公司法及公司章程的规定基金管理人承诺以诚实信用勤勉尽责的原则管理和运用基金资产但不保证基金一定盈利也不保证最低收益投资者投资于本基金前应认真阅读基金合同招募说明书等法律文件本公司及董事会全体成员保证信息披露的内容真实准确完整没有虚假记载误导性陈述或重大遗漏特别提示一本次会议召开期间无增加否决或变更提案的情况二本次会议不涉及变更前次股东大会决议的情况三会议召开和出席情况本次股东大会采取现场投票与网络投票相结合的方式召开会议由公司董事会召集董事长主持本次会议的召集召开程序符合公司法及公司章程的规定基金管理人承诺以诚实信用勤勉尽责的原则管理和运用基金资产但不保证基金一定盈利也不保证最低收益投资者投资于本基金前应认真阅读基金合同招募说明书等法律文件本公司及董事会全体成员保证信息披露的内容真实准确完整没有虚假记载误导性陈述或重大遗漏特别提示一本次会议召开期间无增加否决或变更提案的情况二本次会议不涉及变更前次股东大会决议的情况三会议召开和出席情况本次股东大会采取现场投票与网络投票相结合的方式召开会议由公司董事会召集董事长主持本次会议的召集召开程序符合公司法及公司章程的规定基金管理人承诺以诚实信用勤勉尽责的原则管理和运用基金资产但不保证基金一定盈利也不保证最低收益投资者投资于本基金前应认真阅读基金合同招募说明书等法律文件本公司及董事会全体成员保证信息披露的内容真实准确完整没有虚假记载误导性陈述或重大遗漏特别提示一本次会议召开期间无增加否决或变更提案的情况二本次会议不涉及变更前次股东大会决议的情况三会议召开和出席情况本次股东大会采取现场投票与网络投票相结合的方式召开会议由公司董事会召集董事长主持本次会议的召集召开程序符合公司法及公司章程的规定基金管理人承诺以诚实信用勤勉尽责的原则管理和运用基金资产但不保证基金一定盈利也不保证最低收益投资者投资于本基金前应认真阅读基金合同招募说明书等法律文件本公司及董事会全体成员保证信息披露的内容真实准确完整没有虚假记载误导性陈述或重大遗漏特别提示一本次会议召开期间无增加否决或变更提案的情况二本次会议不涉及变更前次股东大会决议的情况三会议召开和出席情况本次股东大会采取现场投票与网络投票相结合的方式召开会议由公司董事会召集董事长主持本次会议的召集召开程序符合公司法及公司章程的规定基金管理人承诺以诚实信用勤勉尽责的原则管理和运用基金资产但不保证基金一定盈利也不保证最低收益投资者投资于本基金前应认真阅读基金合同招募说明书等法律文件本公司及董事会全体成员保证信息披露的内容真实准确完整没有虚假记载误导性陈述或重大遗漏特别提示一本次会议召开期间无增加否决或变更提案的情况二本次会议不涉及变更前次股东大会决议的情况三会议召开和出席情况本次股东大会采取现场投票与网络投票相结合的方式召开会议由公司董事会召集董事	[144, 559, 236, 691]
divider	[50, 63, 51, 692]
divider	[141, 63, 142, 692]
article-text: 本公司及董事会全体成员保证信息披露的内容真实准确完整没有虚假记载误导性陈述或重大遗漏特别提示一本次会议召开期间无增加否决或变更提案的情况二本次会议不涉及变更前次股东大会决议的情况三会议召开和出席情况本次股东大会采取现场投票与网络投票相结合的方式召开会议由公司董事会召集董事长主持本次会议的召集召开程序符合公司法及公司章程的规定基金管理人承诺以诚实信用勤勉尽责的原则管理和运用基金资产但不保证基金一定盈利也不保证最低收益投资者投资于本基金前应认真阅读基金合同招募说明书等法律文件本公司及董事会全体成员保证信息披露的内容真实准确完整没有虚假记载误导性陈述或重大遗漏特别提示一本次会议召开期间无增加否决或变更提案的情况二本次会议不涉及变更前次股东大会决议的情况三会议召开和出席情况本次股东大会采取现场投票与网络投票相结合的方式召开会议由公司董事会召集董事长主持本次会议的召集召开程序符合公司法及公司章程的规定基金管理人承诺以诚实信用勤勉尽责的原则管理和运用基金资产但不保证基金一定盈利也不保证最低收益投资者投资于本基金前应认真阅读基金合同招募说明书等法律文件本公司及董事会全体成员保证信息披露的内容真实准确完整没有虚假记载误导性陈述或重大遗漏特别提示一本次会议召开期间无增加否决或变更提案的情况二本次会议不涉及变更前次股东大会决议的情况三会议召开和出席情况本次股东大会采取现场投票与网络投票相结合的方式召开会议由公司董事会召集董事长主持本次会议的召集召开程序符合公司法及公司章程的规定基金管理人承诺以诚实信用勤勉尽责的原则管理和运用基金资产但不保证基金一定盈利也不保证最低收益投资者投资于本基金前应认真阅读基金合同招募说明书等法律文件本公司及董事会全体成员保证信息披露的内容真实准确完整没有虚假记载误导性陈述或重大遗漏特别提示一本次会议召开期间无增加否决或变更提案的情况二本次会议不涉及变更前次股东大会决议的情况三会议召开和出席情况本次股东大会采取现场投票与网络投票相结合的方式召开会议由公司董事会召集董事长主持本次会议的召集召开程序符合公司法及公司章程的规定基金管理人承诺以诚实信用勤勉尽责的原则管理和运用基金资产但不保证基金一定盈利也不保证最低收益投资者投资于本基金前应认真阅读基金合同招募说明书等法律文件本公司及董事会全体成员保证信息披露的内容真实准确完整没有虚假记载误导性陈述或重大遗漏特别提示一本次会议召开期间无增加否决或变更提案的情况二本次会议不涉及变更前次股东大会决议的情况三会议召开和出席情况本次股东大会采取现场投票与网络投票相结合的方式召开会议由公司董事会召集董事长主持本次会议的召集召开程序符合公司法及公司章程的规定基金管理人承诺以诚实信用勤勉尽责的原则管理和运用基金资产但不保证基金一定盈利也不保证最低收益投资者投资于本基金前应认真阅读基金合同招募说明书等法律文件本公司及董事会全体成员保证信息披露的内容真实准确完整没有虚假记载误导性陈述或重大遗漏特别提示一本次会议召开期间无增加否决或变更提案的情况二本次会议不涉及变更前次股东大会决议的情况三会议召开和出席情况本次股东大会采取现场投票与网络投票相结合的方式召开会议由公司董事会召集董事长主持本次会议的召集召开程序符合公司法及公司章程的规定基金管理人承诺以诚实信用勤勉尽责的原则管理和运用基金资产但不保证基金一定盈利也不保证最低收益投资者投资于本基金前应认真阅读基金合同招募说明书等法律文件本公司及董事会全体成员保证信息披露的内容真实准确完整没有虚假记载误导性陈述或重大遗漏特别提示一本次会议召开期间无增加否决或变更提案的情况二本次会议不涉及变更前次股东大会决议的情况三会议召开和出席情况本次股东大会采取现场投票与网络投票相结合的方式召开会议由公司董事会召集董事长主持本次会议的召集召开程序符合公司法及公司章程的规定基金管理人承诺以诚实信用勤勉尽责的原则管理和运用基金资产但不保证基金一定盈利也不保证最低收益投资者投资于本基金前应认真阅读基金合同招募说明书等法律文件本公司及董事会全体成员保证信息披露的内容真实准确完整没有虚假记载误导性陈述或重大遗漏特别提示一本次会议召开期间无增加否决或变更提案的情况二本次会议不涉及变更前次股东大会决议的情况三会议召开和出席情况本次股东大会采取现场投票与网络投票相结合的方式召开会议由公司董事会召集董事长主持本次会议的召集召开程序符合公司法及公司章程的规定基金管理人承诺以诚实信用勤勉尽责的原则管理和运用基金资产但不保证基金一定盈利也不保证最低收益投资者投资于本基金前应认真阅读基金合同招募说明书等法律文件本公司及董事会全体成员保证信息披露的内容真实准确完整没有虚假记载误导	[52, 559, 140, 691]
article-text: 本公司及董事会全体成员保证信息披露的内容真实准确完整没有虚假记载误导性陈述或重大遗漏特别提示一本次会议召开期间无增加否决或变更提案的情况二本次会议不涉及变更前次股东大会决议的情况三会议召开和出席情况本次股东大会采取现场投票与网络投票相结合的方式召开会议由公司董事会召集董事长主持本次会议的召集召开程序符合公司法及公司章程的规定基金管理人承诺以诚实信用勤勉尽责的原则管理和运用基金资产但不保证基金一定盈利也不保证最低收益投资者投资于本基金前应认真阅读基金合同招募说明书等法律文件本公司及董事会全体成员保证信息披露的内容真实准确完整没有虚假记载误导性陈述或重大遗漏特别提示一本次会议召开期间无增加否决或变更提案的情况二本次会议不涉及变更前次股东大会决议的情况三会议召开和出席情况本次股东大会采取现场投票与网络投票相结合的方式召开会议由公司董事会召集董事长主持本次会议的召集召开程序符合公司法及公司章程的规定基金管理人承诺以诚实信用勤勉尽责的原则管理和运用基金资产但不保证基金一定盈利也不保证最低收益投资者投资于本基金前应认真阅读基金合同招募说明书等法律文件本公司及董事会全体成员保证信息披露的内容真实准确完整没有虚假记载误导性陈述或重大遗漏特别	[143, 146, 237, 178]
left-top-tag: 证券代码:	[21, 60, 34, 63]
article-text: 本公司及董事会全体成员保证信息披露的内容真实准确完整没有虚假记载误导性陈述或重大遗漏特别提示一本次会议召开期间无增加否决或变更提案的情况二本次会议不涉及变更前次股东大会决议的情况三会议召开和出席情况本次股东大会采取现场投票与网络投票相结合的方式召开会议由公司董事会召集董事长主持本次会议的召集召开程序符合公司法及公司章程的规定基金管理人承诺以诚实信用勤勉尽责的原则管理和运用基金资产但不保证基金一定盈利也不保证最低收益投资者投资于本基金前应认真阅读基金合同招募说明书等法律文件本公司及董事会全体成员保证信息披露的内容真实准确完整没有虚假记载误导性陈述或重大遗漏特别提示一本次会议召开期间无增加否决或变更提案的情况二本次会议不涉及变更前次股东大会决议的情况三会议召开和出席情况本次股东大会采取现场投票与网络投票相结合的方式召开会议由公司董事会召集董事长主持本次会议的召集召开程序符合公司法及公司章程的规定基金管理人承诺以诚实信用勤勉尽责的原则管理和运用基金资产但不保证基金一定盈利也不保证最低收益投资者投资于本基金前应认真阅读基金合同招募说明书等法律文件本公司及董事会全体成员保证信息披露的内容真实准确完整没有虚假记载误导性陈述或重大遗漏特别提示一本次会议召开期间无增加否决或变更提案的情况二本次会议不涉及变更前次股东大会决议的情况三会议召开和出席情况本次股东大会采取现场投票与网络投票相结合的方式召开会议由公司董事会召集董事长主持本次会议的召集召开程序符合公司法及公司章程的规定基金管理人承诺以诚实信用勤勉尽责的原则管理和运用基金资产但不保证基金一定盈利也不保证最低收益投资者投资于本基金前应认真阅读基金合同招募说明书等法律文件本公司及董事会全体成员保证信息披露的内容真实准确完整没有虚假记载误导性陈述或重大遗漏特别提示一本次会议召开期间无增加否决或变更提案的情况二本次会议不涉及变更前次股东大会决议的情况三会	[276, 237, 358, 297]
row-label: 证券代码:	[248, 636, 261, 639]
article-text: 本公司及董事会全体成员保证信息披露的内容真实准确完整没有虚假记载误导性陈述或重大遗漏特别提示一本次会议召开期间无增加否决或变更提案的情况二本次会议不涉及变更前次股东大会决议的情况三会议召开和出席情况本次股东大会采取现场投票与网络投票相结合的方式召开会议由公司董事会召集董事长主持本次会议的召集召开程序符合公司法及公司章程的规定基金管理人承诺以诚实信用勤勉尽责的原则管理和运用基金资产但不保证基金一定盈利也不保证最低收益投资者投资于本基金前应认真阅读基金合同招募说明书等法律文件本公司及董事会全体成员保证信息披露的内容真实准确完整没有虚假记载误导性陈述或重大遗漏特别提示一本次会议召开期间无增加否决或变更提案的情况二本次会议不涉及变更前次股东大会决议的情况三会议召开和出席情况本次股东大会采取现场投票与网络投票相结合的方式召开会议由公司董事会召集董事长主持本次会议的召集召开程序符合公司法及公司章程的规定基金管理人承诺以诚实信用勤勉尽责的原则管理和运用基金资产但不保证基金一定盈利也不保证最低收益投资者投资于本基金前应认真阅读基金合同招募说明书等法律文件本公司及董事会全体成员保证信息披露的内容真实准确完整没有虚假记载误导性陈述或重大遗漏特别提示一本次会议召开期间无增加否决或变更提案的情况二本次会议不涉及变更前次股东大会决议的情况三会议召开和出席情况本次股东大会采取现场投票与网络投票相结合的方式召开会议由公司董事会召集董事长主持本次会议的召集召开程序符合公司法及公司章程的规定基金管理人承诺以诚实信用勤勉尽责的原则管理和运用基金资产但不保证基金一定盈利也不保证最低收益投资者投资于本基金前应认真阅读基金合同招募说明书等法律文件本公司及董事会全体成员保证信息披露的内容真实准确完整没有虚假记载误导性陈述或重大遗漏特别提示一本次会议召开期间无增加否决或变更提案的情况二本次会议不涉及变更前次股东大会决议的情况三会议召开和出席情况本次股东大会采取现场投票与网络投票相结合的方式召开会议由公司董事会召集董事长主持本次会议的召集召开程序符合公司法及公司章程的规定基金管理人承诺以诚实信用勤勉尽责的原则管理和运用基金资产但不保证基金一定盈利也不保证最低收益投资者投资于本基金前应认真阅读基金合同招募说明书等法律文件本公司及董事会全体成员保证信息披露的内容真实准确完整没有虚假记载误导性陈述或重大遗漏特别提示一本次会议召开期间无增加否决或变更提案的情况二本次会议不涉及变更前次股东大会决议的情况三会议召开和出席情况本次股东大会采取现场投票与网络投票相结合的方式召开会议由公司董事会召集董事长主持本次会议的召集召开程序符合公司法及公司章程的规定基金管理人承诺以诚实信用勤勉尽责的原则管理和运用基金资产但不保证基金一定盈利也不保证最低收益投资者投资于本基金前应认真阅读基金合同招募说明书等法律文件本公司及董事会全体成	[144, 65, 236, 143]
page-letter: D	[16, 14, 39, 44]
article-text: 本公司及董事会全体成员保证信息披露的内容真实准确完整没有虚假记载误导性陈述或重大遗漏特别提示一本次会议召开期间无增加否决或变更提案的情况二本次会议不涉及变更前次股东大会决议的情况三会议召开和出席情况本次股东大会采取现场投票与网络投票相结合的方式召开会议由公司董事会召集董事长主持本次会议的召集召开程序符合公司法及公司章程的规定基金管理人承诺以诚实信用勤勉尽责的原则管理和运用基金资产但不保证基金一定盈利也不保证最低收益投资者投资于本基金前应认真阅读基金合同招募说明书等法律文件本公司及董事会全体成员保证信息披露的内容真实准确完整没有虚假记载误导性陈述或重大遗漏特别提示一本次会议召开期间无增加否决或变更提案的情况二本次会议不涉及变更前次股东大会决议的情况三会议召开和出席情况本次股东大会采取现场投票与网络投票相结合的方式召开会议由公司董事会召集董事长主持本次会议的召集召开程序符合公司法及公司章程的规定基金管理人承诺以诚实信用勤勉尽责的原则管理和运用基金资产但不保证基金一定盈利也不保证最低收益投资者投资于本基金前应认真阅读基金合同招募说明书等法律文件本公司及董事会全体成员保证信息披露的内容真实准确完整没有虚假记载误导性陈述或重大遗漏特别提示一本次会议召开期间无增加否决或变更提案的情况二本次会议不涉及变更前次股东大会决议的情况三会议召开和出席情况本次股东大会采取现场投票与网络投票相结合的方式召开会议由公司董事会召集董事长主持本次会议的召集召开程序符合公司法及公司章程的规定基金管理人承诺以诚实信用勤勉尽责的原则管理和运用基金资产但不保证基金一定盈利也不保证最低收益投资者投资于本基金前应认真阅读基金合同招募说明书等法律文件本公司及董事会全体成员保证信息披露的内容真实准确完整没有虚假记载误导性陈述或重大遗漏特别提示一本次会议召开期间无增加否决或变更提案的情况二本次会议不涉及变更前次股东大会决议的情况三会议召开和出席情况本次股东大会采取现场投票与网络投票相结合的方式召开会议由公司董事会召集董事长主持本次会议的召集召开程序符合公司法及公司章程的规定基金管理人承诺以诚实信用勤勉尽责的原则管理和运用基金资产但不保证基金一定盈利也不保证最低收益投资者投资于本基金前应认真阅读基金合同招募说明书等法律文件本公司及董事会全体成员保证信息披露的内容真实准确完整没有虚假记载误导性陈述或重大遗漏特别提示一本次会议召开期间无增加否决或变更提案的情况二本次会议不涉及变更前次股东大会决议的情况三会议召开和出席情况本次股东大会采取现场投票与网络投票相结合的方式召开会议由公司董事会召集董事长主持本次会议的召集召开程序符合公司法及公司章程的规定基金管理人承诺以诚实信用勤勉尽责的原则管理和运用基金资产但不保证基金一定盈利也不保证最低收益投资者投资于本基金前应认真阅读基金合同招募说明书等法律文件本公司及董事会全体成员保证信息披露的内容真实准确完整没有虚假记载误导性陈述或重大遗漏特别提示一本次会议召开期间无增加否决或变更提案的情况二本次会议不涉及变更前次股东大会决议的情况三会议召开和出席情况本次股东大会采取现场投票与网络投票相结合的方式召开会议由公司董事会召集董事长主持本次会议的召集召开程序符合公司法及公司章程的规定基金管理人承诺以诚实信用勤勉尽责的原则管理和运用基金资产但不保证基金一定盈利也不保证最低收益投资者投资于本基金前应认真阅读基金合同招募说明书等法律文件本公司及董事会全体成员保证信息披露的内容真实准确完整没有虚假记载误导性陈述或重大遗漏特别提示一本次会议召开期间无增加否决或变更提案的情况二本次会议不涉及变更前次股东大会决议的情况三会议召开和出席情况本次股东大会采取现场投票与网络投票相结合的方式召开会议由公司董事会召集董事长主持本次会议的召集召开程序符合公司法及公司章程的规定基金管理人承诺以诚实信用勤勉尽责的原则管理和运用基金资产但不保证基金一定盈利也不保证最低收益投资者投资于本基金前应认真阅读基金合同招募说明书等法律文件本公司及董事会全体成员保证信息披露的内容真实准确完整没有虚假记载误导性陈述或重大遗漏特别提示一本次会议召开期间无增加否决或变更提案的情况二本次会议不涉及变更前次股东大会决议的情况三会议召开和出席情况本次股东大会采取现场投票与网络投票相结合的方式召开会议由公司董事会召集董事长主持本次会议的召集召开程序符合公司法及公司章程的规定基金管理人承诺以诚实信用勤勉尽责的原则管理和运用基金资产但不保证基金一定盈利也不保证最低收益投资者投资于本基金前应认真阅读基金合同招募说明书等法律文件本公司及董事会全体成员保证信息披露的内容真实准确完整没有虚假记载误导性陈述或重大遗漏特别提示一本次会议召开期间无增加否决或变更提案的情况二本次会议不涉及变更前次股东大会决议的情况三会议召开和出席情况本次股东大会采取现场投票与网络投票相结合的方式召开会议由公司董事会召集董事长主持本次会议的召集召开程序符合公司法及公司章程的规定基金管理人承诺以诚实信用勤勉尽责的原则管理和运用基金资产但不保证基金一定盈利也不保证最低收益投资者投资于本基金前应认真阅读基金合同招募说明书等法律文件本公司及董事会全体成员保证信息披露的内容真实准确完整没有虚假记载误导性陈述或重大遗漏特别提示一本次会议召开期间无增加否决或变更提案的情况二本次会议不涉及变更前次股东大会决议的情况三会议召开和出席情况本次股东大会采取现场投票与网络投票相结合的方式召开会议由公司董事会召集董事长主持本次会议的召集召开程序符合公司法及公司章程的规定基金管理人承诺以诚实信用勤勉尽责的原则管理和运用基金资产但不保证基金一定盈利也不保证最低收益投资者投资于本基金前应认真阅读基金合同招募说明书等法律文件本公司及董事会全体成员保证信息披露的内容真实准确完整没有虚假记载误导性陈述或重大遗漏特别提示一本次会议召开期间无增加否决或变更提案的情况二本次会议不涉及变更前次股东大会决议的情况三会议召开和出席情况本次股东大会采取现场投票与网络投票相结合的方式召开会议由公司董事会召集董事长主持本次会议的召集召开程序符合公司法及公司章程的规定基金管理人承诺以诚实信用勤勉尽责的原则管理和运用基金资产但不保证基金一定盈利也不保证最低收益投资者投资于本基金前应认真阅读基金合同招募说明书等法律文件本公司及董事会全体成员保证信息披露的内容真实准确完整没有虚假记载误导性陈述或重大遗漏特别提示一本次会议召开期间无增加否决或变更提案的情况二本次会议不涉及变更前次股东大会决议的情况三会议召开和出席情况本次股东大会采取现场投票与网络投票相结合的方式召开会议由公司董事会召集董事长主持本次会议的召集召开程序符合公司法及公司章程的规定基金管理人承诺以诚实信用勤勉尽责的原则管理和运用基金资产但不保证基金一定盈利也不保证最低收益投资者投资于本基金前应认真阅读基金合同招募说明书等法律文件本公司及董事会全体成员保证信息披露的内容真实准确完整没有虚假记载误导性陈述或重大遗漏特别提示一本次会议召开期间无增加否决或变更提案的情况二本次会议不涉及变更前次股东大会决议的情况三会议召开和出席情况本次股东大会采取现场投票与网络投票相结合的方式召开会议由公司董事会召集董事长主持本次会议的召集召开程序符合公司法及公司章程的规定基金管理人承诺以诚实信用勤勉尽责的原则管理和运用基金资产但不保证基金一定盈利也不保证最低收益投资者投资于本基金前应认真阅读基金合同招募说明书等法律文件本公司及董事会全体成员保证信息披露的内容真实准确完整没有虚假记载误导性陈述或重大遗漏特别提示一本次会议召开期间无增加否决或变更提案的情况二本次会议不涉及变更前次股东大会决议的情况三会议召开和出席情况本次股东大会采取现场投票与网络投票相结合的方式召开会议由公司董事会召集董事长主持本次会议的召集召开程序符合公司法及公司章程的规定基金管理人承诺以诚实信用勤勉尽责的原则管理和运用基金资产但不保证基金一定盈利也不保证最低收益投资者投资于本基金前应认真阅读基金合同招募说明书等法律文件本公司及董事会全体成员保证信息披露的内容真实准确完整没有虚假记载误导性陈述或重大遗漏特别提示一本次会议召开期间无增加否决或变更提案的情况二本次会议不涉及变更前次股东大会决议的情况三会议召开和出席情况本次股东大会采取现场投票与网络投票相结合的方式召开会议由公司董事会召集董事长主持本次会议的召集召开程序符合公司法及公司章程的规定基金管理人承诺以诚实信用勤勉尽责的原则管理和运用基金资产但不保证基金一定盈利也不保证最低收益投资者投资于本基金前应认真阅读基金合同招募说明书等法律文件本公司及董事会全体成员保证信息披露的内容真实准确完整没有虚假记载误导性陈述或重大遗漏特别提示一本次会议召开期间无增加否决或变更提案的情况二本次会议不涉及变更前次股东大会决议的情况三会议召开和出席情况本次股东大会采取现场投票与网络投票相结合的方式召开会议由公司董事会召集董事长主持本次会议的召集召开程序符合公司法及公司章程的规定基金管理人承诺以诚实信用勤勉尽责的原则管理和运用基金资产但不保证基金一定盈利也不保证最低收益投资者投资于本基金前应认真阅读基金合同招募说明书等法律文件本公司及董事会全体成员保证信息披露的内容真实准确完整没有虚假记载误导性陈述或重大遗漏特别提示一本次会议召开期间无增加否决或变更提案的情况二本次会议不涉及变更前次股东大会决议的情况三会议召开和出席情况本次股东大会采取现场投票与网络投票相结合的方式召开会议由公司董事会召集董事长主持本次会议的召集召开程序符合公司法及公司章程的规定基金管理人承诺以诚实信用勤勉尽责的原则管理和运用基金资产但不保证基金一定盈利也不保证最低收益投资者投资于本基金前应认真阅读基金合同招募说明书等法律文件本公司及董事会全体成员保证信息披露的内容真实准确完整没有虚假记载误导性陈述或重大遗漏特别提示一本次会议召开期间无增加否决或变更提案的情况二本次会议不涉及变更前次股东大会决议的情况三会议召开和出席情况本次股东大会采取现场投票与网络投票相结合的方式召开会议由公司董事会召集董事长主持本次会议的召集召开程序符合公司法及公司章程的规定基金管理人承诺以诚实信用勤勉尽责的原则管理和运用基金资产但不保证基金一定盈利也不保证最低收益投资者投资于本基金前应认真阅读基金合同招募说明书等法律文件本公司及董事会全体成员保证信息披露的内容真实准确完整没有虚假记载误导性陈述或重大遗漏特别提示一本次会议召开期间无增加否决或变更提案的情况二本次会议不涉及变更前次股东大会决议的情况三会议召开和出席情况本次股东大会采取现场投票与网络投票相结合的方式召开会议由公司董事会召集董事长主持本次会议的召集召开程序符合公司法及公司章程的规定基金管理人承诺以诚实信用勤勉尽责的原则管理和运用基金资产但不保证基	[276, 301, 358, 631]
date-line: 2020年8月12日 星期三	[361, 22, 400, 26]
row-label: 股份有限公司	[248, 145, 265, 148]
article-text: 本公司及董事会全体成员保证信息披露的内容真实准确完整没有虚假记载误导性陈述或重大遗漏特别提示一本次会议召开期间无增加否决或变更提案的情况二本次会议不涉及变更前次股东大会决议的情况三会议召开和出席情况本次股东大会采取现场投票与网络投票相结合的方式召开会议由公司董事会召集董事长主持本次会议的召集召开程序符合公司法及公司章程的规定基金管理人承诺以诚实信用勤勉尽责的原则管理和运用基金资产但不保证基金一定盈利也不保证最低收益投资者投资于本基金前应认真阅读基金合同招募说明书等法律文件本公司及董事会全体成员保证信息披露的内容真实准确完整没有虚假记载误导性陈述或重大遗漏特别提示一本次会议召开期间无增加否决或变更提案的情况二本次会议不涉及变更前次股东大会决议的情况三会议召开和出席情况本次股东大会采取现场投票与网络投票相结合的方式召开会议由公司董事会召集董事长主持本次会议的召集召开程序符合公司法及公司章程的规定基金管理人承诺以诚实信用勤勉尽责的原则管理和运用基金资产但不保证基金一定盈利也不保证最低收益投资者投资于本基金前应认真阅读基金合同招募说明书等法律文件本公司及董事会全体成员保证信息披露的内容真实准确完整没有虚假记载误导性陈述或重大遗漏特别提示一本次会议召开期间无增加否决或变更提案的情况二本次会议不涉及变更前次股东大会决议的情况三会议召开和出席情况本次股东大会采取现场投票与网络投票相结合的方式召开会议由公司董事会召集董事长主持本次会议的召集召开程序符合公司法及公司章程的规定基金管理人承诺以诚实信用勤勉尽责的原则管理和运用基金资产但不保证基金一定盈利也不保证最低收益投资者投资于本基金前应认真阅读基金合同招募说明书等法律文件本公司及董事会全体成员保证信息披露的内容真实准确完整没有虚假记载误导性陈述或重大遗漏特别提示一本次会议召开期间无增加否决或变更提案的情况二本次会议不涉及变更前次股东大会决议的情况三会议召开和出席情况本次股东大会采取现场投票与网络投票相结合的方式召开会议由公司董事会召集董事长主持本次会议的召集召开程序符合公司法及公司章程的规定基金管理人承诺以诚实信用勤勉尽责的原则管理和运用基金资产但不保证基金一定盈利也不保证最低收益投资者投资于本基金前应认真阅读基金合同招募说明书等法律文件本公司及董事会全体成员保证信息披露的内容真实准确完整没有虚假记载误导性陈述或重大遗漏特别提示一本次会议召开期间无增加否决	[361, 237, 463, 297]
section-title: 信息披露	[74, 21, 135, 39]
row-label: 关于旗下部分基金参加	[20, 159, 48, 162]
page-number: 43	[39, 24, 58, 39]
article-text: 本公司及董事会全体成员保证信息披露的内容真实准确完整没有虚假记载误导性陈述或重大遗漏特别提示一本次会议召开期间无增加否决或变更提案的情况二本次会议不涉及变更前次股东大会决议的情况三会议召开和出席情况本次股东大会采取现场投票与网络投票相结合的方式召开会议由公司董事会召集董事长主持本次会议的召集召开程序符合公司法及公司章程的规定基金管理人承诺以诚实信用勤勉尽责的原则管理和运用基金资产但不保证基金一定盈利也不保证最低收益投资者投资于本基金前应认真阅读基金合同招募说明书等法律文件本公司及董事会全体成员保证信息披露的内容真实准确完整没有虚假记载误导性陈述或重大遗漏特别提示一本次会议召开期间无增加否决或变更提案的情况二本次会议不涉及变更前次股东大会决议的情况三会议召开和出席情况本次股东大会采取现场投票与网络投票相结合的方式召开会议由公司董事会召集董事长主持本次会议的召集召开程序符合公司法及公司章程的规定基金管理人承诺以诚实信用勤勉尽责的原则管理和运用基金资产但不保证基金一定盈利也不保证最低收益投资者投资于本基金前应认真阅读基金合同招募说明书等法律文件本公司及董事会全体成员保证信息披露的内容真实准确完整没有虚假记载误导性陈述或重大遗漏特别提示一本次会议召开期间无增加否决或变更提案的情况二本次会议不涉及变更前次股东大会决议的情况三会议召开和出席情况本次股东大会采取现场投票与网络投票相结合的方式召开会议由公司董事会召集董事长主持本次会议的召集召开程序符合公司法及公司章程的规定基金管理人承诺以诚实信用勤勉尽责的原则管理和运用基金资产但不保证基金一定盈利也不保证最低收益投资者投资于本基金前应认真阅读基金合同招募说明书等法律文件本公司及董事会全体成员保证信息披露的内容真实准确完整没有虚假记载误导性陈述或重大遗漏特别提示一本次会议召开期间无增加否决或变更提案的情况二本次会议不涉及变更前次股东大会决议的情况三会议召开和出席情况本次股东大会采取现场投票与网络投票相结合的方式召开会议由公司董事会召集董事长主持本次会议的召集召开程序符合公司法及公司章程的规定基金管理人承诺以诚实信用勤勉尽责的原则管理和运用基金资产但不保证基金一定盈利也不保证最低收益投资者投资于本基金前应认真阅读基金合同招募说明书等法律文件本公司及董事会全体成员保证信息披露的内容真实准确完整没有虚假记载误导性陈述或重大遗漏特别提示一本次会议召开期间无增加否决或变更提案的情况二本次会议不涉及变更前次股东大会决议的情况三会议召开和出席情况本次股东大会采取现场投票与网络投票相结合的方式召开会议由公司董事会召集董事长主持本次会议的召集召开程序符合公司法及公司章程的规定基金管理人承诺以诚实信用勤勉尽责的原则管理和运用基金资产但不保证基金一定盈利也不保证最低收益投资者投资于本基金前应认真阅读基金合同招募说明书等法律文件本公司及董事会全体成员保证信息披露的内容真实准确完整没有虚假记载误导性陈述或重大遗漏特别提示一本次会议召开期间无增加否决或变更提案的情况二本次会议不涉及变更前次股东大会决议的情况三会议召开和出席情况本次股东大会采取现场投票与网络投票相结合的方式召开会议由公司董事会召集董事长主持本次会议的召集召开程序符合公司法及公司章程的规定基金管理人承诺以诚实信用勤勉尽责的原则管理和运用基金资产但不保证基金一定盈利也不保证最低收益投资者投资于本基金前应认真阅读基金合同招募说明书等法律文件本公司及董事会全体成员保证信息披露的内容真实准确完整没有虚假记载误导性陈述或重大遗漏特别提示一本次会议召开期间无增加否决或变更提案的情况二本次会议不涉及变更前次股东大会决议的情况三会议召开和出席情况本次股东大会采取现场投票与网络投票相结合的方式召开会议由公司董事会召集董事长主持本次会议的召集召开程序符合公司法及公司章程的规定基金管理人承诺以诚实信用勤勉尽责的原则管理和运用基金资产但不保证基金一定盈利也不保证最低收益投资者投资于本基金前应认真阅读基金合同招募说明书等法律文件本公司及董事会全体成员保证信息披露的内容真实准确完整没有虚假记载误导性陈述或重大遗漏特别提示一本次会议召开期间无增加否决或变更提案的情况二本次会议不涉及变更前次股东大会决议的情况三会议召开和出席情况本次股东大会采取现场投票与网络投票相结合的方式召开会议由公司董事会召集董事长主持本次会议的召集召开程序符合公司法及公司章程的规定基金管理人承诺以诚实信用勤勉尽责的原则管理和运用基金资产但不保证基金一定盈利也不保证最低收益投资者投资于本基金前应认真阅读基金合同招募说明书等法律文件本公司及董事会全体成员保证信息披露的内容真实准确完整没有虚假记载误导性陈述或重大遗漏特别提示一本次会议召开期间无增加否决或变更提案的情况二本次会议不涉及变更前次股东大会决议的情况三会议召开和出席情况本次股东大会采取现场投票与网络投票相结合的方式召开会议由公司董事会召集董事长主持本次会议的召集召开程序符合公司法及公司章程的规定基金管理人承诺以诚实信用勤勉尽责的原则管理和运用基金资产但不保证基金一定盈利也不保证最低收益投资者投资于本基金前应认真阅读基金合同招募说明书等法律文件本公司及董事会全体成员保证信息披露的内容真实准确完整没有虚假记载误导性陈述或重大遗漏特别提示一本次会议召开期间无增加否决或变更提案的情况二本次会议不涉及变更前次股东大会决议的情况三会议召开和出席情况本次股东大会采取现场投票与网络投票相结合的方式召开会议由公司董事会召集董事长主持本次会议的召集召开程序符合公司法及公司章程的规定基金管理人承诺以诚实信用勤勉尽责的原则管理和运用基金资产但不保证基金一定盈利也不保证最低收益投资者投资于本基金前应认真阅读基金合同招募说明书等法律文件本公司及董事会全体成员保证信息披露的内容真实准确完整没有虚假记载误导性陈述或重大遗漏特别提示一本次会议召开期间无增加否决或变更提案的情况二本次会议不涉及变更前次股东大会决议的情况三会议召开和出席情况本次股东大会采取现场投票与网络投票相结合的方式召开会议由公司董事会召集董事长主持本次会议的召集召开程序符合公司法及公司章程的规定基金管理人承诺以诚实信用勤勉尽责的原则管理和运用基金资产但不保证基金一定盈利也不保证最低收益投资者投资于本基金前应认真阅读基金合同招募说明书等法律文件本公司及董事会全体成员保证信息披露的内容真实准确完整没有虚假记载误导性陈述或重大遗漏特别提示一本次会议召开期间无增加否决或变更提案的情况二本次会议不涉及变更前次股东大会决议的情况三会议召开和出席情况本次股东大会采取现场投票与网络投票相结合的方式召开会议由公司董事会召集董事长主持本次会议的召集召开程序符合公司法及公司章程的规定基金管理人承诺以诚实信用勤勉尽责的原则管理和运用基金资产但不保证基金一定盈利也不保证最低收益投资者投资于本基金前应认真阅读基金合同招募说明书等法律文件本公司及董事会全体成员保证信息披露的内容真实准确完整没有虚假记载误导性陈述或重大遗漏特别提示一本次会议召开期间无增加否决或变更提案的情况二本次会议不涉及变更前次股东大会决议的情况三会议召开和出席情况本次股东大会采取现场投票与网络投票相结合的方式召开会议由公司董事会召集董事长主持本次会议的召集召开程序符合公司法及公司章程的规定基金管理人承诺以诚实信用勤勉尽责的原则管理和运用基金资产但不保证基金一定盈利也不保证最低收益投资者投资于本基金前应认真阅读基金合同招募说明书等法律文件本公司及董事会全体成员保证信息披露的内容真实准确完整没有虚假记载误导性陈述或重大遗漏特别提示一本次会议召开期间无增加否决或变更提案的情况二本次会议不涉及变更前次股东大会决议的情况三会议召开和出席情况本次股东大会采取现场投票与网络投票相结合的方式召开会议由公司董事会召集董事长主持本次会议的召集召开程序符合公司法及公司章程的规定基金管理人承诺以诚实信用勤勉尽责的原则管理和运用基金资产但不保证基金一定盈利也不保证最低收益投资者投资于本基金前应认真阅读基金合同招募说明书等法律文件本公司及董事会全体成员保证信息披露的内容真实准确完整没有虚假记载误导性陈述或重大遗漏特别提示一本次会议召开期间无增加否决或变更提案的情况二本次会议不涉及变更前次股东大会决议的情况三会议召开和出席情况本次股东大会采取现场投票与网络投票相结合的方式召开会议由公司董事会召集董事长主持本次会议的召集召开程序符合公司法及公司章程的规定基金管理人承诺以诚实信用勤勉尽责的原则管理和运用基金资产但不保证基金一定盈利也不保证最低收益投资者投资于本基金前应认真阅读基金合同招募说明书等法律文件本公司及董事会全体成员保证信息披露的内容真实准确完整没有虚假记载误导性陈述或重大遗漏特别提示一本次会议召开期间无增加否决或变更提案的情况二本次会议不涉及变更前次股东大会决议的情况三会议召开和出席情况本次股东大会采取现场投票与网络投票相结合的方式召开会议由公司董事会召集董事长主持本次会议的召集召开程序符合公司法及公司章程的规定基金管理人承诺以诚实信用勤勉尽责的原则管理和运用基金资产但不保证基金一定盈利也不保证最低收益投资者投资于本基金前应认真阅读基金合同招募说明书等法律文件本公司及董事会全体成员保证信息披露的内容真实准确完整没有虚假记载误导性陈述或重大遗漏特别提示一本次会议召开期间无增加否决或变更提案的情况二本次会议不涉及变更前次股东大会决议的情况三会议召开和出席情况本次股东大会采取现场投票与网络投票相结合的方式召开会议由公司董事会召集董事长主持本次会议的召集召开程序符合公司法及公司章程的规定基金管理人承诺以诚实信用勤勉尽责的原则管理和运用基金资产但不保证基金一定盈利也不保证最低收益投资者投资于本基金前应认真阅读基金合同招募说明书等法律文件本公司及董事会全体成员保证信息披露的内容真实准确完整没有虚假记载误导性陈述或重大遗漏特别提示一本次会议召开期间无增加否决或变更提案的情况二本次会议不涉及变更前次股东大会决议的情况三会议召开和出席情况本次股东大会采取现场投票与网络投票相结合的方式召开会议由公司董事会召集董事长主持本次会议的召集召开程序符合公司法及公司章程的规定基金管理人承诺以诚实信用勤勉尽责的原则管理和运用基金资产但不保证基金一定盈利也不保证最低收益投资者投资于本基金前应认真阅读基金合同招募说明书等法律文件本公司及董事会全体成员保证信息披露的内容真实准确完整没有虚假记载误导性陈述或重大遗漏特别提示一本次会议召开期间无增加否决或变更提案的情况二本次会议不涉及变更前次股东大会决议的情况三会议召开和出席情况本次股东大会采取现场投票与网络投票相结合的方式召开会议由公司董事会召集董事长主持本次会议的召集召开程序符合公司法及公司章程的规定基金管理人承诺以诚实信用勤勉尽责的原则管理和运用基金资产但不保证基金一定盈利也不保证最低收益投资者投资于本基金前应认真阅读基金合同招募说明书等法律文件本公司及董事会全体成员保证信息披露的内容真实准确完整没有虚假记载误导性陈述或重大遗漏特别提示一本次会议召开期间无增加否决或变更提案的情况二本次会议不涉及变更前次股东大会决议的情况三会议召开和出席情况本次股东大会采取现场投票与网络投票相结合的方式召开会议由公司董事会召集董事长主持本次会议的召集召开程序符合公司法及公司章程的规定基金管理人承诺以诚实信用勤勉尽责的原则管理和运用基金资产但不保证基金一定盈利也不保证最低收益投资者投资于本基金前应认真阅读基金合同招募说明书等法律文件本公司及董事会全体成员保证信息披露的内容真实准确完整没有虚假记载误导性陈述或重大遗漏特别提示一本次会议召开期间无增加否决或变更提案的情况二本次会议不涉及变更前次股东大会决议的情况三会议召开和出席情况本次股东大会采取现场投票与网络投票相结合的方式召开会议由公司董事会召集董事长主持本次会议的召集召开程序符合公司法及公司章程的规定基金管理人承诺以诚实信用勤勉尽责的原则管理和运用基金资产但不保证基金一定盈利也不保证最低收益投资者投资于本基金前应认真阅读基金合同招募说明书等法律文件本公司及董事会全体成员保证信息披露的内容真实准确完整没有虚假记载误导性陈述或重大遗漏特别提示一本次会议召开期间无增加否决或变更提案的情况二本次会议不涉及变更前次股东大会决议的情况三会议召开和出席情况本次股东大会采取现场投票与网络投票相结合的方式召开会议由公司董事会召集董事长主持本次会议的召集召开程序符合公司法及公司章程的规定基金管理人承诺以诚实信用勤勉尽责的原则管理和运用基金资产但不保证基金一定盈利也不保证最低收益投资者投资于本基金前应认真阅读基金合同招募说明书等法律文件本公司及董事会全体成员保证信息披露的内容真实准确完整没有虚假记载误导性陈述或重大遗漏特别提示一本次会议召开期间无增加否决或变更提案的情况二本次会议不涉及变更前次股东大会决议的情况三会议召开和出席情况本次股东大会采取现场投票与网络投票相结合的方式召开会议由公司董事会召集董事长主持本次会议的召集召开程序符合公司法及公司章程的规定基金管理人承诺以诚实信用勤勉尽责的原则管理和运用基金资产但不保证基金一定盈利也不保证最低收益投资者投资于本基金前应认真阅读基金合同招募说明书等法律文件本公司及董事会全体成员保证信息披露的内容真实准确完整没有虚假记载误导性陈述或重大遗漏特别提示一本次会议召开期间无增加否决或变更提案的情况二本次会议不涉及变更前次股东大会决议的情况三会议召开和出席情况本次股东大会采取现场投票与网络投票相结合的方式召开会议由公司董事会召集董事长主持本次会议的召集召开程序符合公司法及公司	[361, 301, 463, 631]
article-text: 本公司及董事会全体成员保证信息披露的内容真实准确完整没有虚假记载误导性陈述或重大遗漏特别提示一本次会议召开期间无增加否决或变更提案的情况二本次会议不涉及变更前次股东大会决议的情况三会议召开和出席情况本次股东大会采取现场投票与网络投票相结合的方式召开会议由公司董事会召集董事长主持本次会议的召集召开程序符合公司法及公司章程的规定基金管理人承诺以诚实信用勤勉尽责的原则管理和运用基金资产但不保证基金一定盈利也不保证最低收益投资者投资于本基金前应认真阅读基金合同招募说明书等法律文件本公司及董事会全体成员保证信息披露的内容真实准确完整没有虚假记载误导性陈述或重大遗漏特别提示一本次会议召开期间无增加否决或变更提案的情况二本次会议不涉及变更前次股东大会决议的情况三会议召开和出席情况本次股东大会采取现场投票与网络投票相结合的方式召开会议由公司董事会召集董事长主持本次会议的召集召开程序符合公司法及公司章程的规定基金管理人承诺以诚实信用勤勉尽责的原则管理和运用基金资产但不保证基金一定盈利也不保证最低收益投资者投资于本基金前应认真阅读基金合同招募说明书等法律文件本公司及	[52, 181, 237, 196]
left-panel	[18, 58, 238, 692]
contact-line: 制作:刘 媛 电话:010-83251716 E-mail:zqrb9@zqrb.sina.net	[296, 27, 400, 32]
